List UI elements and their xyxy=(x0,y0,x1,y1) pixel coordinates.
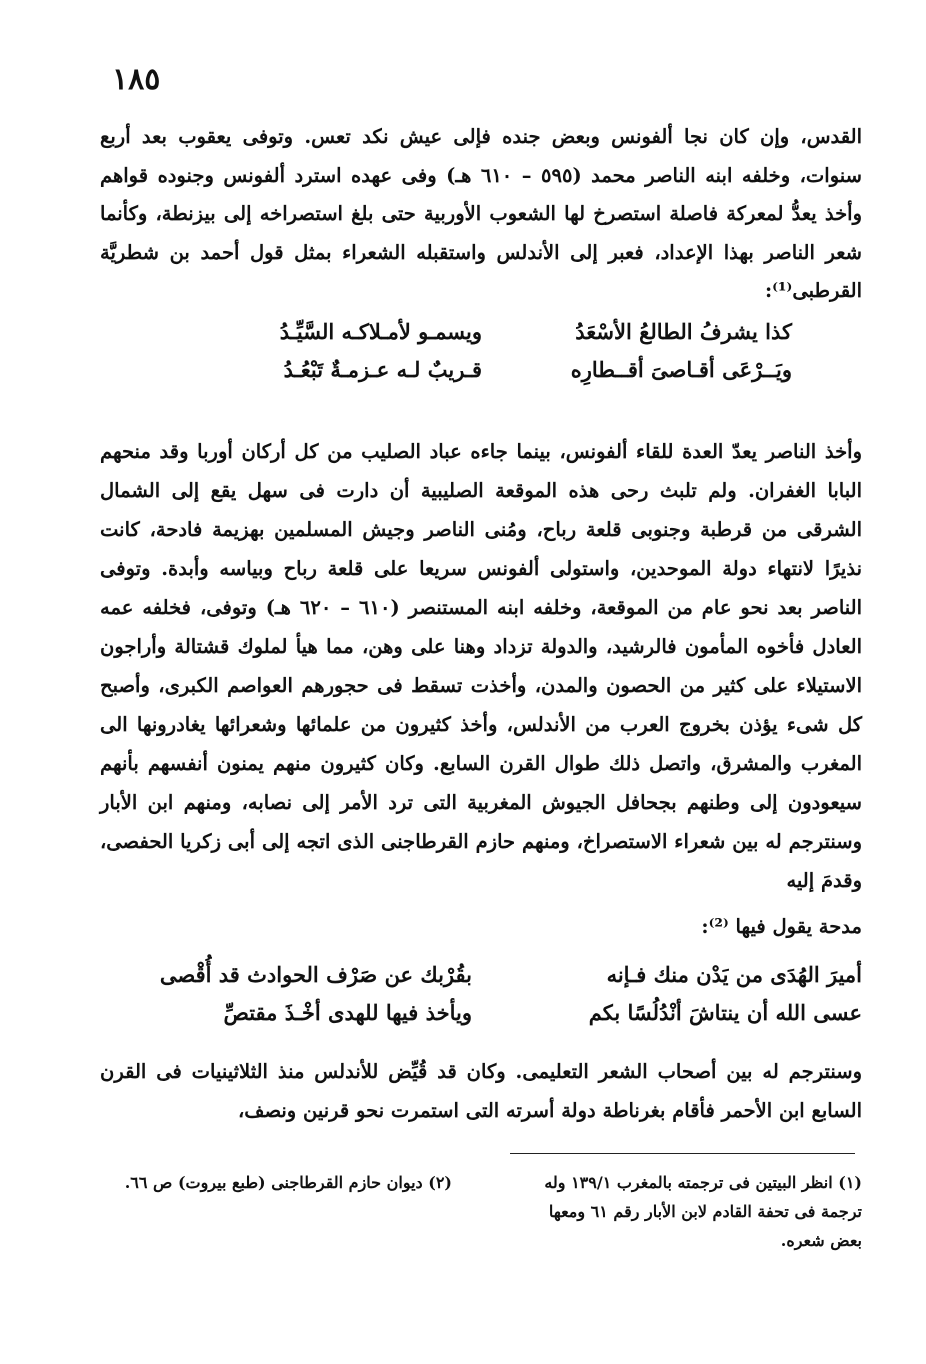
verse-hemistich-first: ويَــرْعَى أقـاصىَ أقــطارِه xyxy=(570,356,792,382)
footnote-divider xyxy=(510,1153,855,1154)
verse-intro-line: مدحة يقول فيها ⁽²⁾: xyxy=(701,915,862,938)
paragraph-2: وأخذ الناصر يعدّ العدة للقاء ألفونس، بينما جاءه عباد الصليب من كل أركان أوربا وقد منحهم البابا الغفران. ولم تلبث رحى هذه الموقعة الصليبية أن دارت فى سهل يقع إلى الشمال الشرقى من قرطبة وجنوبى قلعة رباح، ومُنى الناصر وجيش المسلمين بهزيمة فادحة، كانت نذيرًا لانتهاء دولة الموحدين، واستولى ألفونس سريعا على قلعة رباح وبياسه وأبدة. وتوفى الناصر بعد نحو عام من الموقعة، وخلفه ابنه المستنصر (٦١٠ – ٦٢٠ هـ) وتوفى، فخلفه عمه العادل فأخوه المأمون فالرشيد، والدولة تزداد وهنا على وهن، مما هيأ لملوك قشتالة وأراجون الاستيلاء على كثير من الحصون والمدن، وأخذت تسقط فى حجورهم العواصم الكبرى، وأصبح كل شىء يؤذن بخروج العرب من الأندلس، وأخذ كثيرون من علمائها وشعرائها يغادرونها الى المغرب والمشرق، واتصل ذلك طوال القرن السابع. وكان كثيرون منهم يمنون أنفسهم بأنهم سيعودون إلى وطنهم بجحافل الجيوش المغربية التى ترد الأمر إلى نصابه، ومنهم ابن الأبار وسنترجم له بين شعراء الاستصراخ، ومنهم حازم القرطاجنى الذى اتجه إلى أبى زكريا الحفصى، وقدمَ إليه xyxy=(100,440,862,892)
verse-hemistich-second: بقُرْبك عن صَرْف الحوادث قد أُقْصى xyxy=(159,961,472,987)
paragraph-1: القدس، وإن كان نجا ألفونس وبعض جنده فإلى عيش نكد تعس. وتوفى يعقوب بعد أربع سنوات، وخلفه ابنه الناصر محمد (٥٩٥ – ٦١٠ هـ) وفى عهده استرد ألفونس وجنوده قواهم وأخذ يعدُّ لمعركة فاصلة استصرخ لها الشعوب الأوربية حتى بلغ استصراخه إلى بيزنطة، وكأنما شعر الناصر بهذا الإعداد، فعبر إلى الأندلس واستقبله الشعراء بمثل قول أحمد بن شطريَّة القرطبى⁽¹⁾: xyxy=(100,125,863,302)
verse-hemistich-first: كذا يشرفُ الطالعُ الأسْعَدُ xyxy=(575,318,792,344)
verse-hemistich-second: ويأخذ فيها للهدى أخْـذَ مقتصِّ xyxy=(223,999,472,1025)
page-number: ١٨٥ xyxy=(112,62,161,97)
verse-block-2 xyxy=(100,955,862,1031)
verse-line xyxy=(100,312,862,350)
footnote-2: (٢) ديوان حازم القرطاجنى (طبع بيروت) ص ٦٦. xyxy=(124,1173,452,1192)
verse-hemistich-second: ويسمـو لأمـلاكـه السَّيِّـدُ xyxy=(279,318,482,344)
verse-hemistich-second: قـريبٌ لـه عـزمـةٌ تَبْعُـدُ xyxy=(283,356,482,382)
verse-hemistich-first: أميرَ الهُدَى من يَدْن منك فـإنه xyxy=(606,961,862,987)
verse-line xyxy=(100,993,862,1031)
verse-hemistich-first: عسى الله أن ينتاشَ أنْدُلُسًا بكم xyxy=(588,999,862,1025)
paragraph-3: وسنترجم له بين أصحاب الشعر التعليمى. وكان قد قُيِّض للأندلس منذ الثلاثينيات فى القرن السابع ابن الأحمر فأقام بغرناطة دولة أسرته التى استمرت نحو قرنين ونصف، xyxy=(100,1060,862,1122)
footnote-1: (١) انظر البيتين فى ترجمته بالمغرب ١٣٩/١ وله ترجمة فى تحفة القادم لابن الأبار رقم ٦١ ومعها بعض شعره. xyxy=(544,1173,862,1250)
verse-line xyxy=(100,955,862,993)
verse-line xyxy=(100,350,862,388)
verse-block-1 xyxy=(100,312,862,388)
